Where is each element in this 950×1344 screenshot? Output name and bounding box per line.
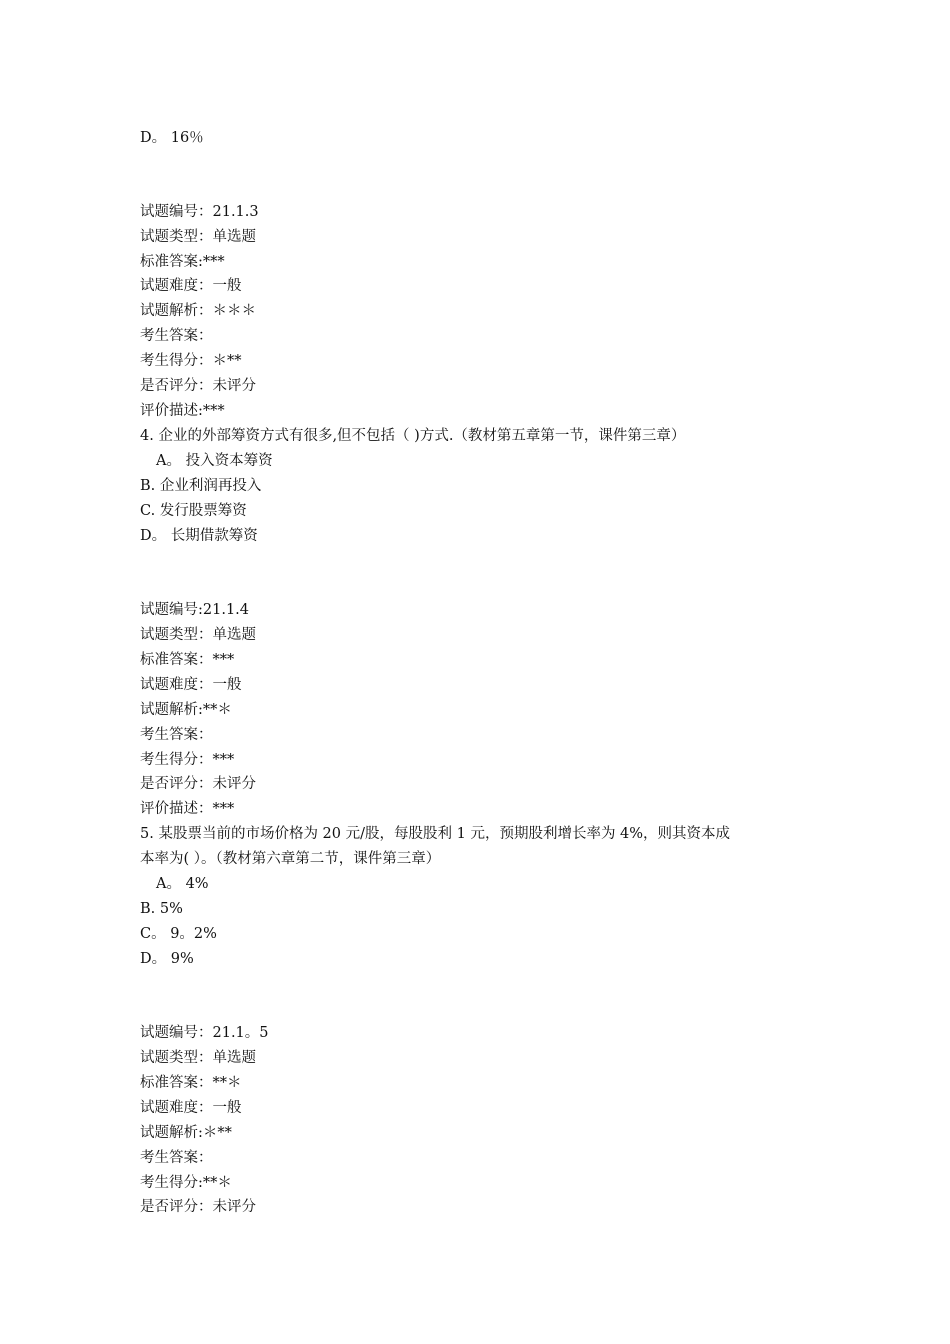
evaluation-comment: 评价描述:***: [140, 403, 225, 419]
grading-status: 是否评分：未评分: [140, 776, 256, 792]
option-d: D。 16％: [140, 130, 204, 146]
question-analysis: 试题解析：＊＊＊: [140, 303, 256, 319]
student-answer: 考生答案：: [140, 328, 213, 344]
question-stem: 4. 企业的外部筹资方式有很多,但不包括（ )方式.（教材第五章第一节，课件第三章）: [140, 428, 686, 444]
option-c: C. 发行股票筹资: [140, 503, 247, 519]
student-score: 考生得分:**＊: [140, 1175, 232, 1191]
option-b: B. 企业利润再投入: [140, 478, 262, 494]
standard-answer: 标准答案:***: [140, 254, 225, 270]
question-difficulty: 试题难度：一般: [140, 1100, 242, 1116]
question-stem-continued: 本率为( ）。（教材第六章第二节，课件第三章）: [140, 851, 441, 867]
option-b: B. 5%: [140, 901, 183, 917]
standard-answer: 标准答案：***: [140, 652, 235, 668]
question-difficulty: 试题难度：一般: [140, 677, 242, 693]
option-c: C。 9。2%: [140, 926, 217, 942]
question-type: 试题类型：单选题: [140, 229, 256, 245]
student-answer: 考生答案：: [140, 727, 213, 743]
question-id: 试题编号:21.1.4: [140, 602, 250, 618]
option-d: D。 9%: [140, 951, 194, 967]
student-answer: 考生答案：: [140, 1150, 213, 1166]
question-stem: 5. 某股票当前的市场价格为 20 元/股，每股股利 1 元，预期股利增长率为 4%，则其资本成: [140, 826, 731, 842]
question-type: 试题类型：单选题: [140, 627, 256, 643]
standard-answer: 标准答案：**＊: [140, 1075, 242, 1091]
student-score: 考生得分：＊**: [140, 353, 242, 369]
grading-status: 是否评分：未评分: [140, 378, 256, 394]
student-score: 考生得分：***: [140, 752, 235, 768]
question-analysis: 试题解析:**＊: [140, 702, 232, 718]
question-id: 试题编号：21.1。5: [140, 1025, 269, 1041]
grading-status: 是否评分：未评分: [140, 1199, 256, 1215]
option-d: D。 长期借款筹资: [140, 528, 258, 544]
evaluation-comment: 评价描述：***: [140, 801, 235, 817]
question-type: 试题类型：单选题: [140, 1050, 256, 1066]
question-difficulty: 试题难度：一般: [140, 278, 242, 294]
option-a: A。 投入资本筹资: [156, 453, 273, 469]
question-id: 试题编号：21.1.3: [140, 204, 259, 220]
question-analysis: 试题解析:＊**: [140, 1125, 232, 1141]
option-a: A。 4%: [156, 876, 209, 892]
